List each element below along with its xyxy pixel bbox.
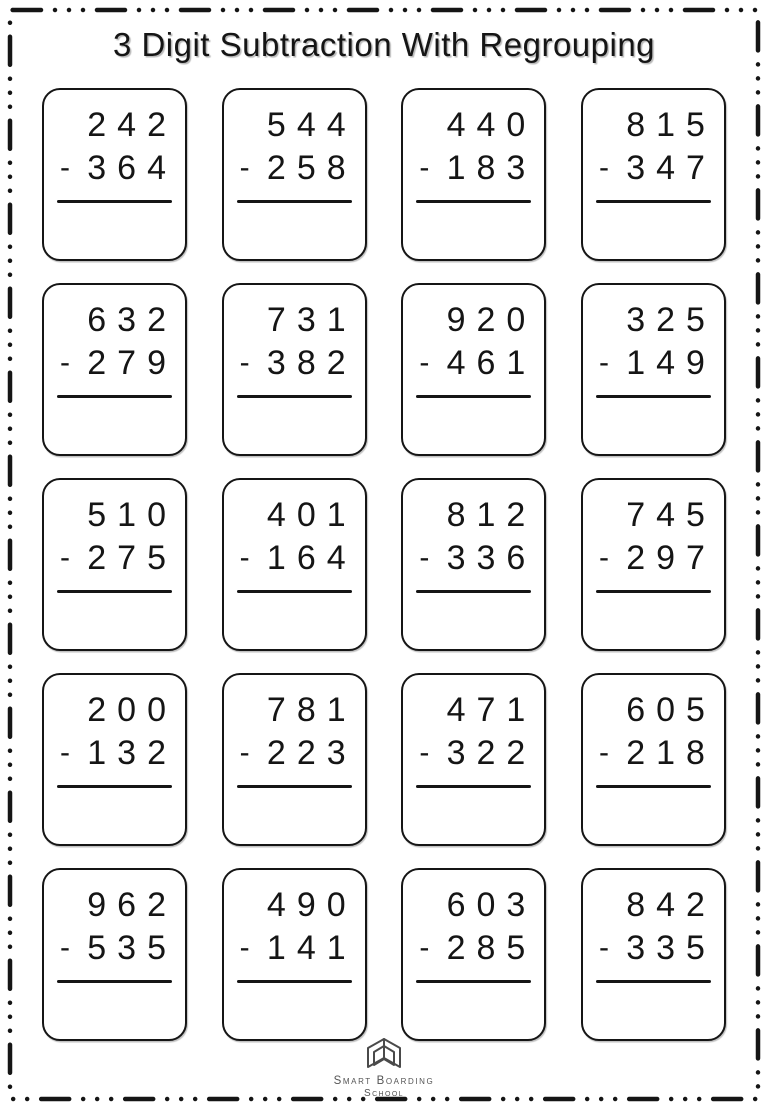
answer-line — [596, 395, 711, 398]
minuend-number: 962 — [87, 886, 177, 924]
minus-sign: - — [60, 736, 70, 769]
problem-card-inner — [224, 675, 365, 788]
problem-card — [222, 283, 367, 456]
problem-card — [401, 283, 546, 456]
subtrahend-number: 535 — [87, 929, 177, 967]
subtrahend-number: 132 — [87, 734, 177, 772]
problem-card — [42, 868, 187, 1041]
minus-sign: - — [419, 931, 430, 964]
problem-card — [401, 673, 546, 846]
problem-card — [581, 283, 726, 456]
problem-card-inner — [224, 870, 365, 983]
problem-card — [222, 868, 367, 1041]
problem-card-inner — [583, 480, 724, 593]
minus-sign: - — [239, 346, 250, 379]
answer-line — [596, 980, 711, 983]
subtrahend-row — [60, 147, 177, 191]
minus-sign: - — [419, 151, 430, 184]
subtrahend-row — [419, 342, 537, 386]
answer-line — [416, 590, 531, 593]
subtrahend-row — [60, 732, 177, 776]
subtrahend-number: 183 — [446, 149, 537, 187]
minus-sign: - — [60, 346, 70, 379]
answer-line — [237, 590, 352, 593]
subtrahend-number: 258 — [266, 149, 357, 187]
subtrahend-row — [419, 147, 537, 191]
minuend-number: 471 — [446, 691, 537, 729]
minuend-number: 815 — [626, 106, 716, 144]
problem-card-inner — [224, 90, 365, 203]
minuend-number: 200 — [87, 691, 177, 729]
subtrahend-row — [239, 147, 357, 191]
subtrahend-number: 218 — [626, 734, 716, 772]
answer-line — [57, 590, 172, 593]
brand-name: Smart Boarding — [333, 1075, 435, 1087]
answer-line — [416, 980, 531, 983]
minuend-number: 731 — [266, 301, 357, 339]
problem-card — [581, 88, 726, 261]
problems-grid — [42, 88, 726, 1041]
minus-sign: - — [419, 541, 430, 574]
minuend-number: 745 — [626, 496, 716, 534]
subtrahend-number: 149 — [626, 344, 716, 382]
subtrahend-row — [239, 927, 357, 971]
minuend-number: 325 — [626, 301, 716, 339]
subtrahend-row — [598, 342, 716, 386]
subtrahend-number: 335 — [626, 929, 716, 967]
answer-line — [57, 395, 172, 398]
problem-card-inner — [44, 675, 185, 788]
answer-line — [57, 785, 172, 788]
subtrahend-number: 164 — [266, 539, 357, 577]
problem-card-inner — [44, 285, 185, 398]
problem-card-inner — [583, 90, 724, 203]
minuend-number: 781 — [266, 691, 357, 729]
subtrahend-number: 347 — [626, 149, 716, 187]
problem-card-inner — [403, 90, 544, 203]
subtrahend-number: 297 — [626, 539, 716, 577]
minus-sign: - — [419, 736, 430, 769]
problem-card — [581, 673, 726, 846]
problem-card — [222, 673, 367, 846]
minuend-number: 440 — [446, 106, 537, 144]
answer-line — [237, 980, 352, 983]
minuend-number: 401 — [266, 496, 357, 534]
problem-card — [401, 478, 546, 651]
problem-card — [42, 88, 187, 261]
problem-card — [401, 868, 546, 1041]
problem-card-inner — [44, 480, 185, 593]
minuend-number: 603 — [446, 886, 537, 924]
minus-sign: - — [60, 541, 70, 574]
minuend-number: 490 — [266, 886, 357, 924]
answer-line — [596, 200, 711, 203]
subtrahend-number: 285 — [446, 929, 537, 967]
minus-sign: - — [239, 736, 250, 769]
subtrahend-row — [419, 927, 537, 971]
problem-card-inner — [583, 285, 724, 398]
subtrahend-number: 322 — [446, 734, 537, 772]
answer-line — [416, 200, 531, 203]
minus-sign: - — [419, 346, 430, 379]
minus-sign: - — [598, 541, 609, 574]
answer-line — [596, 785, 711, 788]
subtrahend-row — [239, 732, 357, 776]
problem-card — [42, 673, 187, 846]
subtrahend-row — [419, 537, 537, 581]
problem-card-inner — [403, 870, 544, 983]
answer-line — [57, 980, 172, 983]
minuend-number: 544 — [266, 106, 357, 144]
minus-sign: - — [60, 151, 70, 184]
subtrahend-row — [598, 927, 716, 971]
minus-sign: - — [60, 931, 70, 964]
minus-sign: - — [239, 541, 250, 574]
answer-line — [416, 395, 531, 398]
problem-card-inner — [583, 675, 724, 788]
page-title: 3 Digit Subtraction With Regrouping — [112, 26, 656, 63]
problem-card — [42, 478, 187, 651]
problem-card-inner — [44, 90, 185, 203]
subtrahend-number: 364 — [87, 149, 177, 187]
problem-card-inner — [224, 480, 365, 593]
subtrahend-number: 461 — [446, 344, 537, 382]
problem-card — [401, 88, 546, 261]
subtrahend-row — [598, 732, 716, 776]
minus-sign: - — [239, 151, 250, 184]
subtrahend-row — [239, 342, 357, 386]
problem-card-inner — [403, 675, 544, 788]
problem-card — [42, 283, 187, 456]
problem-card-inner — [583, 870, 724, 983]
subtrahend-number: 223 — [266, 734, 357, 772]
subtrahend-row — [598, 147, 716, 191]
problem-card-inner — [44, 870, 185, 983]
minuend-number: 632 — [87, 301, 177, 339]
minuend-number: 842 — [626, 886, 716, 924]
minus-sign: - — [598, 736, 609, 769]
subtrahend-row — [60, 927, 177, 971]
subtrahend-row — [60, 537, 177, 581]
problem-card — [581, 868, 726, 1041]
subtrahend-number: 279 — [87, 344, 177, 382]
subtrahend-row — [239, 537, 357, 581]
answer-line — [237, 200, 352, 203]
subtrahend-number: 336 — [446, 539, 537, 577]
problem-card-inner — [403, 480, 544, 593]
subtrahend-row — [598, 537, 716, 581]
minuend-number: 510 — [87, 496, 177, 534]
minuend-number: 605 — [626, 691, 716, 729]
subtrahend-row — [419, 732, 537, 776]
minuend-number: 812 — [446, 496, 537, 534]
open-book-logo-icon — [362, 1036, 406, 1074]
problem-card-inner — [224, 285, 365, 398]
answer-line — [416, 785, 531, 788]
subtrahend-number: 275 — [87, 539, 177, 577]
minus-sign: - — [239, 931, 250, 964]
footer-logo — [0, 1036, 768, 1099]
subtrahend-number: 141 — [266, 929, 357, 967]
problem-card — [222, 88, 367, 261]
answer-line — [57, 200, 172, 203]
answer-line — [237, 395, 352, 398]
problem-card — [581, 478, 726, 651]
problem-card-inner — [403, 285, 544, 398]
minuend-number: 920 — [446, 301, 537, 339]
minus-sign: - — [598, 346, 609, 379]
subtrahend-row — [60, 342, 177, 386]
brand-subname: School — [364, 1088, 404, 1099]
subtrahend-number: 382 — [266, 344, 357, 382]
answer-line — [596, 590, 711, 593]
answer-line — [237, 785, 352, 788]
minuend-number: 242 — [87, 106, 177, 144]
minus-sign: - — [598, 931, 609, 964]
minus-sign: - — [598, 151, 609, 184]
problem-card — [222, 478, 367, 651]
